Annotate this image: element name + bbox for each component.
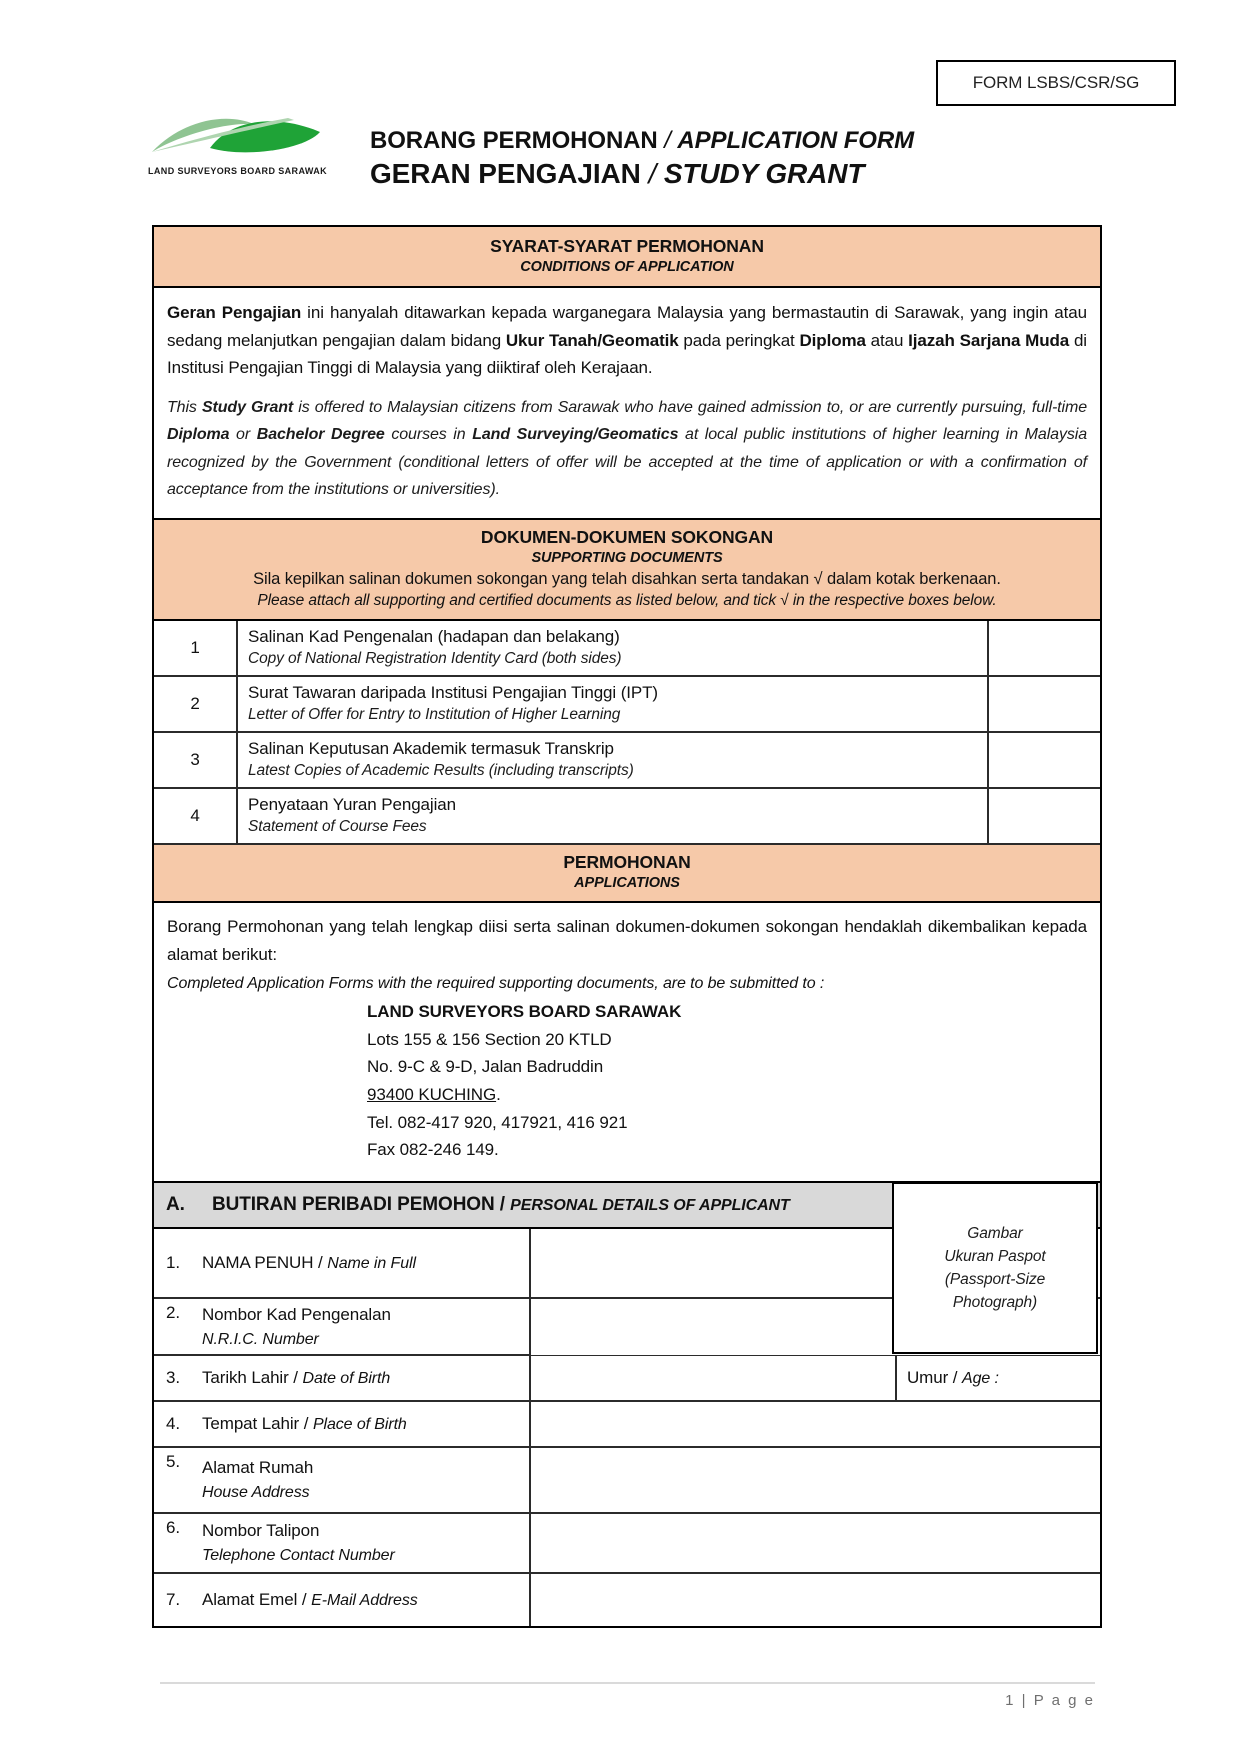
field-label-text: Nombor Kad Pengenalan	[202, 1305, 391, 1324]
dob-value-area	[529, 1356, 1100, 1400]
photo-box-line: Ukuran Paspot	[944, 1247, 1046, 1265]
conditions-paragraph-en: This Study Grant is offered to Malaysian citizens from Sarawak who have gained admission to, or are currently pursuing, full-time Diploma or Bachelor Degree courses in Land Surveying/Geomatics at local public institutions of higher learning in Malaysia recognized by the Government (conditional letters of offer will be accepted at the time of application or with a confirmation of acceptance from the institutions or universities).	[167, 398, 1088, 499]
supporting-note-en: Please attach all supporting and certified documents as listed below, and tick √ in the respective boxes below.	[257, 591, 997, 609]
applications-paragraph-en: Completed Application Forms with the required supporting documents, are to be submitted to :	[167, 975, 825, 993]
field-label	[154, 1356, 529, 1400]
field-label	[154, 1229, 529, 1297]
document-description-my: Penyataan Yuran Pengajian	[248, 795, 456, 815]
document-description	[238, 733, 989, 787]
doc-checkbox-cell[interactable]	[989, 789, 1100, 843]
photo-box-line: Gambar	[967, 1224, 1023, 1242]
form-code: FORM LSBS/CSR/SG	[972, 73, 1140, 92]
field-label	[154, 1448, 529, 1512]
field-row-pob	[154, 1402, 1100, 1448]
supporting-note-my: Sila kepilkan salinan dokumen sokongan yang telah disahkan serta tandakan √ dalam kotak berkenaan.	[253, 570, 1001, 589]
field-label-subtext: House Address	[202, 1483, 310, 1501]
field-label	[154, 1299, 529, 1355]
field-label	[154, 1402, 529, 1446]
applications-body	[154, 903, 1100, 1181]
field-number: 5.	[166, 1452, 180, 1471]
field-number: 6.	[166, 1518, 180, 1537]
field-row-dob	[154, 1356, 1100, 1402]
applications-heading-my: PERMOHONAN	[563, 852, 691, 873]
doc-checkbox-cell[interactable]	[989, 677, 1100, 731]
passport-photo-box	[892, 1182, 1098, 1354]
address-line: Lots 155 & 156 Section 20 KTLD	[367, 1029, 612, 1049]
applications-paragraph-my: Borang Permohonan yang telah lengkap diisi serta salinan dokumen-dokumen sokongan hendaklah dikembalikan kepada alamat berikut:	[167, 917, 1087, 964]
document-number: 1	[154, 621, 238, 675]
personal-details-table	[152, 1181, 1102, 1628]
field-label	[154, 1574, 529, 1626]
logo-caption: LAND SURVEYORS BOARD SARAWAK	[148, 166, 328, 176]
field-label-text: NAMA PENUH / Name in Full	[202, 1252, 416, 1272]
footer-divider	[160, 1682, 1095, 1684]
conditions-heading-en: CONDITIONS OF APPLICATION	[520, 258, 734, 275]
title-line-1: BORANG PERMOHONAN / APPLICATION FORM	[370, 127, 914, 154]
document-description-en: Letter of Offer for Entry to Institution of Higher Learning	[248, 705, 621, 723]
title-line-2: GERAN PENGAJIAN / STUDY GRANT	[370, 158, 865, 189]
conditions-section-header	[154, 227, 1100, 288]
age-label: Umur / Age :	[907, 1368, 999, 1387]
address-line: Tel. 082-417 920, 417921, 416 921	[367, 1112, 628, 1132]
address-line: Fax 082-246 149.	[367, 1140, 499, 1160]
document-number: 4	[154, 789, 238, 843]
document-description	[238, 621, 989, 675]
photo-box-line: (Passport-Size	[944, 1271, 1046, 1288]
document-row	[154, 621, 1100, 677]
document-description-en: Copy of National Registration Identity Card (both sides)	[248, 649, 622, 667]
date-of-birth-input[interactable]	[531, 1356, 895, 1400]
email-input[interactable]	[529, 1574, 1100, 1626]
doc-checkbox-cell[interactable]	[989, 621, 1100, 675]
field-number: 7.	[166, 1590, 180, 1609]
conditions-body	[154, 288, 1100, 518]
document-description	[238, 677, 989, 731]
lsbs-logo	[148, 108, 326, 176]
conditions-heading-my: SYARAT-SYARAT PERMOHONAN	[490, 236, 764, 256]
document-description-en: Statement of Course Fees	[248, 817, 427, 835]
document-description-my: Salinan Keputusan Akademik termasuk Transkrip	[248, 739, 614, 759]
section-a-title: BUTIRAN PERIBADI PEMOHON / PERSONAL DETAILS OF APPLICANT	[212, 1194, 790, 1215]
applications-heading-en: APPLICATIONS	[574, 874, 680, 891]
document-number: 3	[154, 733, 238, 787]
supporting-heading-en: SUPPORTING DOCUMENTS	[531, 549, 723, 566]
document-row	[154, 789, 1100, 845]
applications-section-header	[154, 845, 1100, 903]
field-number: 1.	[166, 1253, 180, 1272]
doc-checkbox-cell[interactable]	[989, 733, 1100, 787]
field-row-telephone	[154, 1514, 1100, 1574]
form-code-box	[936, 60, 1176, 106]
document-description	[238, 789, 989, 843]
address-line: No. 9-C & 9-D, Jalan Badruddin	[367, 1057, 604, 1077]
document-description-en: Latest Copies of Academic Results (including transcripts)	[248, 761, 634, 779]
field-number: 4.	[166, 1414, 180, 1433]
section-a-label: A.	[166, 1194, 185, 1215]
field-row-house-address	[154, 1448, 1100, 1514]
field-label-text: Tarikh Lahir / Date of Birth	[202, 1367, 391, 1387]
age-input[interactable]	[895, 1356, 1102, 1400]
document-description-my: Salinan Kad Pengenalan (hadapan dan belakang)	[248, 627, 620, 647]
field-label-subtext: N.R.I.C. Number	[202, 1330, 319, 1348]
photo-box-line: Photograph)	[952, 1294, 1038, 1312]
telephone-input[interactable]	[529, 1514, 1100, 1572]
page-number: 1 | P a g e	[1005, 1692, 1095, 1709]
address-line: 93400 KUCHING.	[367, 1085, 501, 1104]
info-table	[152, 225, 1102, 1184]
submission-address	[367, 998, 1087, 1163]
field-label-text: Tempat Lahir / Place of Birth	[202, 1413, 407, 1433]
supporting-documents-header	[154, 518, 1100, 622]
field-label-text: Alamat Rumah	[202, 1458, 314, 1478]
document-description-my: Surat Tawaran daripada Institusi Pengajian Tinggi (IPT)	[248, 683, 658, 703]
document-row	[154, 733, 1100, 789]
document-title	[370, 126, 914, 192]
field-row-email	[154, 1574, 1100, 1626]
field-label-text: Alamat Emel / E-Mail Address	[202, 1589, 418, 1609]
lsbs-logo-icon	[148, 147, 326, 164]
document-number: 2	[154, 677, 238, 731]
field-number: 3.	[166, 1368, 180, 1387]
field-label-text: Nombor Talipon	[202, 1521, 320, 1541]
field-number: 2.	[166, 1303, 180, 1322]
supporting-heading-my: DOKUMEN-DOKUMEN SOKONGAN	[480, 526, 774, 547]
conditions-paragraph-my: Geran Pengajian ini hanyalah ditawarkan kepada warganegara Malaysia yang bermastautin di Sarawak, yang ingin atau sedang melanjutkan pengajian dalam bidang Ukur Tanah/Geomatik pada peringkat Diploma atau Ijazah Sarjana Muda di Institusi Pengajian Tinggi di Malaysia yang diiktiraf oleh Kerajaan.	[167, 303, 1087, 378]
field-label	[154, 1514, 529, 1572]
address-line: LAND SURVEYORS BOARD SARAWAK	[367, 1002, 682, 1022]
field-label-subtext: Telephone Contact Number	[202, 1546, 395, 1564]
place-of-birth-input[interactable]	[529, 1402, 1100, 1446]
house-address-input[interactable]	[529, 1448, 1100, 1512]
document-row	[154, 677, 1100, 733]
